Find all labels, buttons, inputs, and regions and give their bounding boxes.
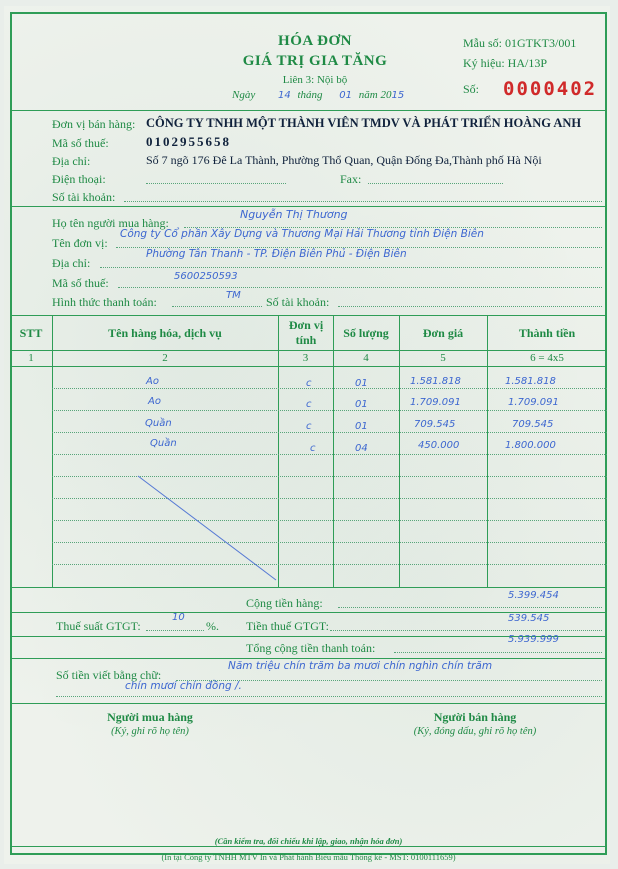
vat-rate-value: 10	[172, 612, 185, 623]
seller-address-label: Địa chỉ:	[52, 154, 91, 168]
symbol	[463, 56, 547, 71]
date-day: 14	[277, 90, 291, 101]
row-1-unit: c	[306, 378, 312, 389]
row-3-amount: 709.545	[512, 419, 554, 430]
row-2-name: Ao	[148, 396, 161, 407]
buyer-tax-line	[118, 287, 602, 288]
row-2-qty: 01	[355, 399, 368, 410]
row-4-unit: c	[310, 443, 316, 454]
buyer-payment-label: Hình thức thanh toán:	[52, 295, 157, 309]
seller-tax: 0102955658	[146, 134, 231, 149]
row-4-amount: 1.800.000	[505, 440, 556, 451]
date-year: 15	[391, 90, 405, 101]
amount-in-words-line-2	[56, 696, 602, 697]
row-4-price: 450.000	[418, 440, 460, 451]
row-3-price: 709.545	[414, 419, 456, 430]
colnum-4: 4	[363, 352, 369, 364]
seller-fax-line	[368, 183, 503, 184]
seller-name: CÔNG TY TNHH MỘT THÀNH VIÊN TMDV VÀ PHÁT TRIỂN HOÀNG ANH	[146, 116, 582, 130]
seller-signature-title: Người bán hàng	[433, 710, 517, 724]
row-1-amount: 1.581.818	[505, 376, 556, 387]
divider-header	[10, 110, 607, 111]
date-line	[232, 89, 404, 101]
vat-rate-unit: %.	[206, 619, 219, 633]
colnum-3: 3	[302, 352, 309, 364]
header-item-name: Tên hàng hóa, dịch vụ	[108, 326, 222, 340]
amount-in-words-1: Năm triệu chín trăm ba mươi chín nghìn chín trăm	[228, 660, 493, 672]
buyer-tax-label: Mã số thuế:	[52, 276, 109, 290]
buyer-person: Nguyễn Thị Thương	[240, 208, 348, 221]
seller-address: Số 7 ngõ 176 Đê La Thành, Phường Thổ Quan, Quận Đống Đa,Thành phố Hà Nội	[146, 153, 542, 167]
invoice-number: 0000402	[503, 78, 598, 100]
table-top-border	[10, 315, 607, 316]
colnum-1: 1	[28, 352, 34, 364]
seller-name-label: Đơn vị bán hàng:	[52, 117, 136, 131]
subtotal-line	[338, 607, 602, 608]
seller-fax-label: Fax:	[340, 172, 362, 186]
invoice-subtitle: GIÁ TRỊ GIA TĂNG	[242, 53, 388, 69]
buyer-company: Công ty Cổ phần Xây Dựng và Thương Mại Hải Thương tỉnh Điện Biên	[120, 228, 484, 240]
subtotal-value: 5.399.454	[508, 590, 559, 601]
form-number-label: Mẫu số:	[463, 36, 502, 50]
seller-phone-line	[146, 183, 286, 184]
grand-total-label: Tổng cộng tiền thanh toán:	[246, 641, 376, 655]
buyer-payment: TM	[226, 290, 241, 301]
colnum-5: 5	[440, 352, 446, 364]
buyer-address: Phường Tân Thanh - TP. Điện Biên Phủ - Điện Biên	[146, 248, 407, 260]
divider-seller	[10, 206, 607, 207]
form-number	[463, 36, 576, 51]
footer-note: (Cần kiểm tra, đối chiếu khi lập, giao, nhận hóa đơn)	[214, 836, 403, 846]
vat-rate-label: Thuế suất GTGT:	[56, 619, 141, 633]
header-quantity: Số lượng	[343, 326, 389, 340]
form-number-value: 01GTKT3/001	[505, 36, 577, 50]
buyer-address-label: Địa chỉ:	[52, 256, 91, 270]
date-prefix: Ngày	[232, 89, 256, 101]
invoice-title: HÓA ĐƠN	[278, 33, 352, 49]
date-month: 01	[339, 90, 353, 101]
subtotal-label: Cộng tiền hàng:	[246, 596, 323, 610]
divider-footer	[10, 846, 607, 847]
date-year-label: năm 20	[358, 89, 392, 101]
seller-phone-label: Điện thoại:	[52, 172, 106, 186]
buyer-account-line	[338, 306, 602, 307]
footer-printer: (In tại Công ty TNHH MTV In và Phát hành Biểu mẫu Thống kê - MST: 0100111659)	[161, 852, 456, 862]
amount-in-words-label: Số tiền viết bằng chữ:	[56, 668, 162, 682]
row-1-price: 1.581.818	[410, 376, 461, 387]
grand-total-value: 5.939.999	[508, 634, 559, 645]
amount-in-words-2: chín mươi chín đồng /.	[125, 680, 242, 692]
buyer-payment-line	[172, 306, 262, 307]
table-bottom-border	[10, 587, 607, 588]
buyer-signature-note: (Ký, ghi rõ họ tên)	[111, 726, 189, 737]
symbol-value: HA/13P	[507, 56, 548, 70]
colnum-6: 6 = 4x5	[530, 352, 564, 364]
row-1-name: Ao	[146, 376, 159, 387]
number-label: Số:	[463, 82, 480, 96]
copy-label: Liên 3: Nội bộ	[282, 74, 348, 86]
colnum-2: 2	[162, 352, 168, 364]
buyer-signature-title: Người mua hàng	[107, 710, 193, 724]
row-3-name: Quần	[145, 418, 172, 429]
buyer-address-line	[100, 267, 602, 268]
header-amount: Thành tiền	[518, 326, 576, 340]
buyer-company-label: Tên đơn vị:	[52, 236, 108, 250]
row-1-qty: 01	[355, 378, 368, 389]
row-2-unit: c	[306, 399, 312, 410]
row-4-name: Quần	[150, 438, 177, 449]
seller-account-label: Số tài khoản:	[52, 190, 116, 204]
row-3-qty: 01	[355, 421, 368, 432]
row-3-unit: c	[306, 421, 312, 432]
seller-signature-note: (Ký, đóng dấu, ghi rõ họ tên)	[413, 726, 537, 737]
grand-total-line	[394, 652, 602, 653]
table-header-divider	[10, 350, 607, 351]
row-2-amount: 1.709.091	[508, 397, 559, 408]
divider-words	[10, 703, 607, 704]
buyer-person-label: Họ tên người mua hàng:	[52, 216, 169, 230]
vat-amount-value: 539.545	[508, 613, 550, 624]
vat-rate-line	[146, 630, 204, 631]
date-month-label: tháng	[297, 89, 323, 101]
header-unit: Đơn vị tính	[288, 318, 324, 347]
vat-amount-label: Tiền thuế GTGT:	[246, 619, 329, 633]
symbol-label: Ký hiệu:	[463, 56, 505, 70]
header-stt: STT	[19, 326, 43, 340]
seller-tax-label: Mã số thuế:	[52, 136, 109, 150]
cancel-strike-line	[52, 366, 278, 587]
divider-grand-total	[10, 658, 607, 659]
vat-amount-line	[330, 630, 602, 631]
buyer-account-label: Số tài khoản:	[266, 295, 330, 309]
buyer-tax: 5600250593	[174, 271, 238, 282]
header-unit-price: Đơn giá	[422, 326, 464, 340]
seller-account-line	[124, 201, 602, 202]
row-4-qty: 04	[355, 443, 368, 454]
row-2-price: 1.709.091	[410, 397, 461, 408]
